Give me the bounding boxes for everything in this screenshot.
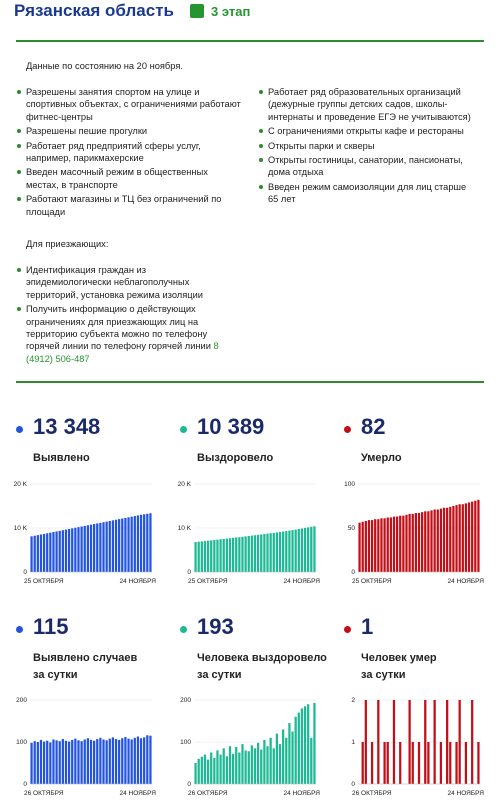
chart-bar — [471, 502, 473, 572]
chart-bar — [465, 742, 467, 784]
chart-bar — [77, 527, 79, 572]
date-note: Данные по состоянию на 20 ноября. — [26, 61, 183, 71]
chart-bar — [298, 713, 300, 784]
x-tick-label-end: 24 НОЯБРЯ — [119, 578, 156, 585]
stat-label: Человек умер за сутки — [361, 652, 437, 681]
chart-bar — [424, 511, 426, 572]
chart-bar — [127, 517, 129, 572]
chart-bar — [266, 746, 268, 784]
chart-bar — [59, 531, 61, 572]
chart-bar — [295, 530, 297, 572]
x-tick-label-end: 24 НОЯБРЯ — [447, 790, 484, 797]
stat-value: 82 — [361, 414, 386, 439]
chart-bar — [310, 527, 312, 572]
chart-bar — [235, 747, 237, 784]
y-tick-label: 0 — [187, 781, 191, 788]
chart-bar — [440, 509, 442, 572]
chart-bar — [146, 514, 148, 572]
chart-bar — [65, 530, 67, 572]
chart-bar — [210, 540, 212, 572]
chart-bar — [121, 738, 123, 784]
chart-bar — [365, 700, 367, 784]
chart-bar — [412, 742, 414, 784]
stat-value: 13 348 — [33, 414, 101, 439]
chart-bar — [279, 744, 281, 784]
chart-bar — [93, 741, 95, 784]
hotline-phone: 8 (4912) 506-487 — [26, 341, 219, 364]
chart-bar — [37, 742, 39, 784]
chart-bar — [313, 526, 315, 572]
list-item: Разрешены занятия спортом на улице и спортивных объектах, с ограничениями работают фитнес-центры — [16, 86, 241, 123]
chart-bar — [393, 517, 395, 572]
chart-bar — [204, 541, 206, 572]
chart-cumulative-died — [336, 478, 488, 586]
chart-bar — [301, 528, 303, 572]
chart-bar — [427, 511, 429, 572]
chart-bar — [49, 742, 51, 784]
list-item: Введен масочный режим в общественных местах, в транспорте — [16, 166, 241, 191]
stat-label: Выявлено случаев за сутки — [33, 652, 138, 681]
chart-bar — [282, 532, 284, 572]
chart-bar — [84, 526, 86, 572]
chart-bar — [131, 739, 133, 784]
chart-bar — [238, 537, 240, 572]
daily-died-dot — [344, 626, 351, 633]
list-item: С ограничениями открыты кафе и рестораны — [258, 125, 478, 137]
chart-bar — [477, 742, 479, 784]
chart-bar — [71, 740, 73, 784]
chart-bar — [115, 520, 117, 572]
y-tick-label: 0 — [351, 569, 355, 576]
list-item: Введен режим самоизоляции для лиц старше 65 лет — [258, 181, 478, 206]
chart-bar — [143, 514, 145, 572]
arrivals-item-text: Получить информацию о действующих ограничениях для приезжающих лиц на территорию субъекта можно по телефону горячей линии по телефону горячей линии — [26, 304, 211, 352]
chart-bar — [408, 700, 410, 784]
chart-bar — [424, 700, 426, 784]
recovered-dot — [180, 426, 187, 433]
x-tick-label-start: 25 ОКТЯБРЯ — [188, 578, 228, 585]
chart-bar — [254, 748, 256, 784]
chart-bar — [449, 742, 451, 784]
arrivals-title: Для приезжающих: — [26, 239, 109, 249]
chart-bar — [279, 532, 281, 572]
chart-bar — [201, 757, 203, 784]
chart-bar — [459, 700, 461, 784]
chart-bar — [59, 741, 61, 784]
chart-bar — [106, 740, 108, 784]
chart-bar — [194, 763, 196, 784]
list-item: Идентификация граждан из эпидемиологически неблагополучных территорий, установка режима изоляции — [16, 264, 221, 301]
list-item: Работает ряд образовательных организаций (дежурные группы детских садов, школы-интернаты и проведение ЕГЭ не учитываются) — [258, 86, 478, 123]
chart-bar — [307, 527, 309, 572]
chart-bar — [149, 513, 151, 572]
x-tick-label-end: 24 НОЯБРЯ — [119, 790, 156, 797]
chart-bar — [140, 738, 142, 784]
chart-bar — [74, 739, 76, 784]
chart-bar — [37, 535, 39, 572]
y-tick-label: 200 — [180, 697, 191, 704]
chart-bar — [462, 504, 464, 572]
chart-bar — [390, 517, 392, 572]
stat-label: Человека выздоровело за сутки — [197, 652, 327, 681]
x-tick-label-start: 26 ОКТЯБРЯ — [188, 790, 228, 797]
chart-bar — [276, 734, 278, 784]
chart-bar — [443, 508, 445, 572]
chart-bar — [77, 740, 79, 784]
chart-bar — [68, 742, 70, 784]
chart-bar — [194, 542, 196, 572]
y-tick-label: 0 — [187, 569, 191, 576]
chart-bar — [223, 539, 225, 572]
chart-bar — [383, 518, 385, 572]
x-tick-label-start: 26 ОКТЯБРЯ — [352, 790, 392, 797]
chart-daily-detected — [8, 694, 160, 798]
chart-bar — [232, 754, 234, 784]
stat-label: Выявлено — [33, 452, 90, 464]
chart-bar — [254, 535, 256, 572]
stage-badge — [190, 4, 250, 19]
y-tick-label: 10 K — [13, 525, 27, 532]
chart-bar — [118, 519, 120, 572]
chart-bar — [87, 738, 89, 784]
y-tick-label: 0 — [351, 781, 355, 788]
chart-bar — [362, 742, 364, 784]
chart-bar — [84, 739, 86, 784]
y-tick-label: 100 — [180, 739, 191, 746]
chart-bar — [263, 740, 265, 784]
chart-bar — [146, 735, 148, 784]
chart-bar — [301, 708, 303, 784]
chart-bar — [52, 739, 54, 784]
chart-bar — [474, 501, 476, 572]
chart-bar — [477, 500, 479, 572]
x-tick-label-start: 25 ОКТЯБРЯ — [24, 578, 64, 585]
chart-daily-died — [336, 694, 488, 798]
chart-bar — [452, 506, 454, 572]
chart-bar — [313, 703, 315, 784]
chart-bar — [232, 538, 234, 572]
chart-bar — [465, 503, 467, 572]
chart-bar — [238, 753, 240, 785]
chart-bar — [90, 525, 92, 572]
list-item: Работает ряд предприятий сферы услуг, например, парикмахерские — [16, 140, 241, 165]
region-title: Рязанская область — [14, 1, 174, 20]
chart-bar — [437, 510, 439, 572]
chart-bar — [402, 516, 404, 572]
chart-bar — [270, 738, 272, 784]
chart-bar — [241, 744, 243, 784]
right-restrictions-list — [258, 86, 478, 208]
x-tick-label-end: 24 НОЯБРЯ — [283, 790, 320, 797]
chart-bar — [273, 533, 275, 572]
chart-bar — [418, 742, 420, 784]
chart-bar — [55, 740, 57, 784]
chart-bar — [434, 510, 436, 572]
chart-bar — [210, 753, 212, 785]
top-divider — [16, 40, 484, 42]
chart-bar — [418, 513, 420, 572]
chart-bar — [124, 737, 126, 784]
chart-bar — [229, 538, 231, 572]
chart-bar — [377, 519, 379, 572]
chart-bar — [124, 518, 126, 572]
chart-bar — [219, 539, 221, 572]
chart-bar — [270, 533, 272, 572]
chart-bar — [49, 533, 51, 572]
chart-bar — [204, 755, 206, 784]
y-tick-label: 50 — [347, 525, 355, 532]
chart-bar — [257, 535, 259, 572]
chart-bar — [387, 742, 389, 784]
chart-bar — [137, 515, 139, 572]
chart-bar — [276, 532, 278, 572]
chart-bar — [93, 524, 95, 572]
chart-bar — [374, 519, 376, 572]
daily-detected-dot — [16, 626, 23, 633]
chart-bar — [285, 531, 287, 572]
chart-bar — [393, 700, 395, 784]
chart-bar — [430, 510, 432, 572]
chart-bar — [223, 748, 225, 784]
stage-square-icon — [190, 4, 204, 18]
daily-recovered-dot — [180, 626, 187, 633]
chart-bar — [434, 700, 436, 784]
chart-bar — [368, 520, 370, 572]
y-tick-label: 100 — [344, 481, 355, 488]
list-item: Открыты гостиницы, санатории, пансионаты, дома отдыха — [258, 154, 478, 179]
chart-bar — [34, 536, 36, 572]
chart-bar — [96, 739, 98, 784]
chart-bar — [99, 738, 101, 784]
chart-bar — [226, 756, 228, 784]
chart-bar — [213, 540, 215, 572]
middle-divider — [16, 381, 484, 383]
chart-bar — [298, 529, 300, 572]
detected-dot — [16, 426, 23, 433]
y-tick-label: 0 — [23, 569, 27, 576]
chart-bar — [106, 522, 108, 572]
chart-bar — [99, 523, 101, 572]
chart-bar — [90, 740, 92, 784]
chart-bar — [244, 750, 246, 784]
chart-bar — [266, 534, 268, 572]
chart-bar — [304, 528, 306, 572]
chart-bar — [96, 523, 98, 572]
chart-cumulative-recovered — [172, 478, 324, 586]
chart-bar — [46, 533, 48, 572]
stat-label: Выздоровело — [197, 452, 274, 464]
left-restrictions-list — [16, 86, 241, 220]
chart-bar — [288, 723, 290, 784]
y-tick-label: 0 — [23, 781, 27, 788]
chart-bar — [112, 737, 114, 784]
list-item: Открыты парки и скверы — [258, 140, 478, 152]
chart-bar — [288, 531, 290, 572]
chart-bar — [226, 539, 228, 572]
chart-cumulative-detected — [8, 478, 160, 586]
chart-bar — [358, 523, 360, 572]
chart-bar — [455, 505, 457, 572]
chart-bar — [62, 530, 64, 572]
chart-bar — [371, 520, 373, 572]
chart-bar — [396, 517, 398, 572]
chart-bar — [121, 518, 123, 572]
chart-bar — [371, 742, 373, 784]
chart-bar — [440, 742, 442, 784]
stat-label: Умерло — [361, 452, 402, 464]
chart-bar — [201, 541, 203, 572]
stage-label: 3 этап — [211, 3, 251, 19]
arrivals-list — [16, 264, 221, 367]
chart-bar — [251, 536, 253, 572]
chart-bar — [74, 528, 76, 572]
chart-bar — [307, 704, 309, 784]
chart-bar — [387, 517, 389, 572]
chart-bar — [415, 513, 417, 572]
chart-bar — [43, 534, 45, 572]
chart-bar — [260, 534, 262, 572]
chart-bar — [213, 758, 215, 784]
chart-daily-recovered — [172, 694, 324, 798]
died-dot — [344, 426, 351, 433]
y-tick-label: 20 K — [177, 481, 191, 488]
chart-bar — [134, 738, 136, 784]
chart-bar — [273, 748, 275, 784]
chart-bar — [405, 515, 407, 572]
chart-bar — [455, 742, 457, 784]
chart-bar — [285, 738, 287, 784]
chart-bar — [399, 516, 401, 572]
y-tick-label: 100 — [16, 739, 27, 746]
chart-bar — [140, 515, 142, 572]
chart-bar — [229, 746, 231, 784]
chart-bar — [282, 729, 284, 784]
chart-bar — [118, 740, 120, 784]
chart-bar — [446, 508, 448, 572]
chart-bar — [219, 755, 221, 784]
chart-bar — [244, 536, 246, 572]
chart-bar — [87, 525, 89, 572]
chart-bar — [257, 743, 259, 784]
x-tick-label-end: 24 НОЯБРЯ — [447, 578, 484, 585]
chart-bar — [310, 738, 312, 784]
chart-bar — [248, 536, 250, 572]
stat-value: 193 — [197, 614, 234, 639]
chart-bar — [207, 541, 209, 572]
chart-bar — [362, 522, 364, 572]
chart-bar — [40, 740, 42, 784]
chart-bar — [30, 743, 32, 784]
chart-bar — [207, 760, 209, 784]
chart-bar — [251, 745, 253, 784]
list-item: Работают магазины и ТЦ без ограничений по площади — [16, 193, 241, 218]
chart-bar — [291, 732, 293, 785]
chart-bar — [241, 537, 243, 572]
chart-bar — [102, 739, 104, 784]
chart-bar — [408, 514, 410, 572]
x-tick-label-start: 25 ОКТЯБРЯ — [352, 578, 392, 585]
stat-value: 115 — [33, 614, 69, 639]
stat-value: 1 — [361, 614, 374, 639]
list-item — [16, 303, 221, 365]
y-tick-label: 2 — [351, 697, 355, 704]
chart-bar — [198, 542, 200, 572]
y-tick-label: 20 K — [13, 481, 27, 488]
chart-bar — [30, 536, 32, 572]
y-tick-label: 200 — [16, 697, 27, 704]
chart-bar — [55, 531, 57, 572]
chart-bar — [80, 527, 82, 572]
chart-bar — [449, 507, 451, 572]
chart-bar — [235, 538, 237, 572]
chart-bar — [471, 700, 473, 784]
chart-bar — [62, 739, 64, 784]
chart-bar — [248, 751, 250, 784]
chart-bar — [427, 742, 429, 784]
chart-bar — [304, 706, 306, 784]
chart-bar — [459, 504, 461, 572]
chart-bar — [365, 521, 367, 572]
chart-bar — [52, 532, 54, 572]
chart-bar — [109, 739, 111, 784]
chart-bar — [149, 736, 151, 784]
chart-bar — [71, 528, 73, 572]
chart-bar — [216, 540, 218, 572]
chart-bar — [68, 529, 70, 572]
chart-bar — [198, 759, 200, 784]
chart-bar — [383, 742, 385, 784]
chart-bar — [399, 742, 401, 784]
chart-bar — [43, 742, 45, 784]
list-item: Разрешены пешие прогулки — [16, 125, 241, 137]
y-tick-label: 1 — [351, 739, 355, 746]
y-tick-label: 10 K — [177, 525, 191, 532]
chart-bar — [80, 741, 82, 784]
x-tick-label-end: 24 НОЯБРЯ — [283, 578, 320, 585]
chart-bar — [34, 741, 36, 784]
header — [14, 0, 250, 22]
chart-bar — [291, 530, 293, 572]
chart-bar — [295, 717, 297, 784]
chart-bar — [127, 739, 129, 784]
chart-bar — [446, 700, 448, 784]
chart-bar — [216, 750, 218, 784]
x-tick-label-start: 26 ОКТЯБРЯ — [24, 790, 64, 797]
chart-bar — [131, 517, 133, 572]
chart-bar — [65, 741, 67, 784]
chart-bar — [263, 534, 265, 572]
chart-bar — [468, 502, 470, 572]
chart-bar — [112, 520, 114, 572]
chart-bar — [412, 514, 414, 572]
chart-bar — [421, 512, 423, 572]
chart-bar — [40, 535, 42, 572]
chart-bar — [134, 516, 136, 572]
chart-bar — [260, 750, 262, 784]
chart-bar — [109, 521, 111, 572]
chart-bar — [102, 522, 104, 572]
chart-bar — [377, 700, 379, 784]
chart-bar — [46, 741, 48, 784]
chart-bar — [115, 739, 117, 784]
chart-bar — [143, 737, 145, 784]
chart-bar — [380, 518, 382, 572]
chart-bar — [137, 737, 139, 784]
stat-value: 10 389 — [197, 414, 265, 439]
